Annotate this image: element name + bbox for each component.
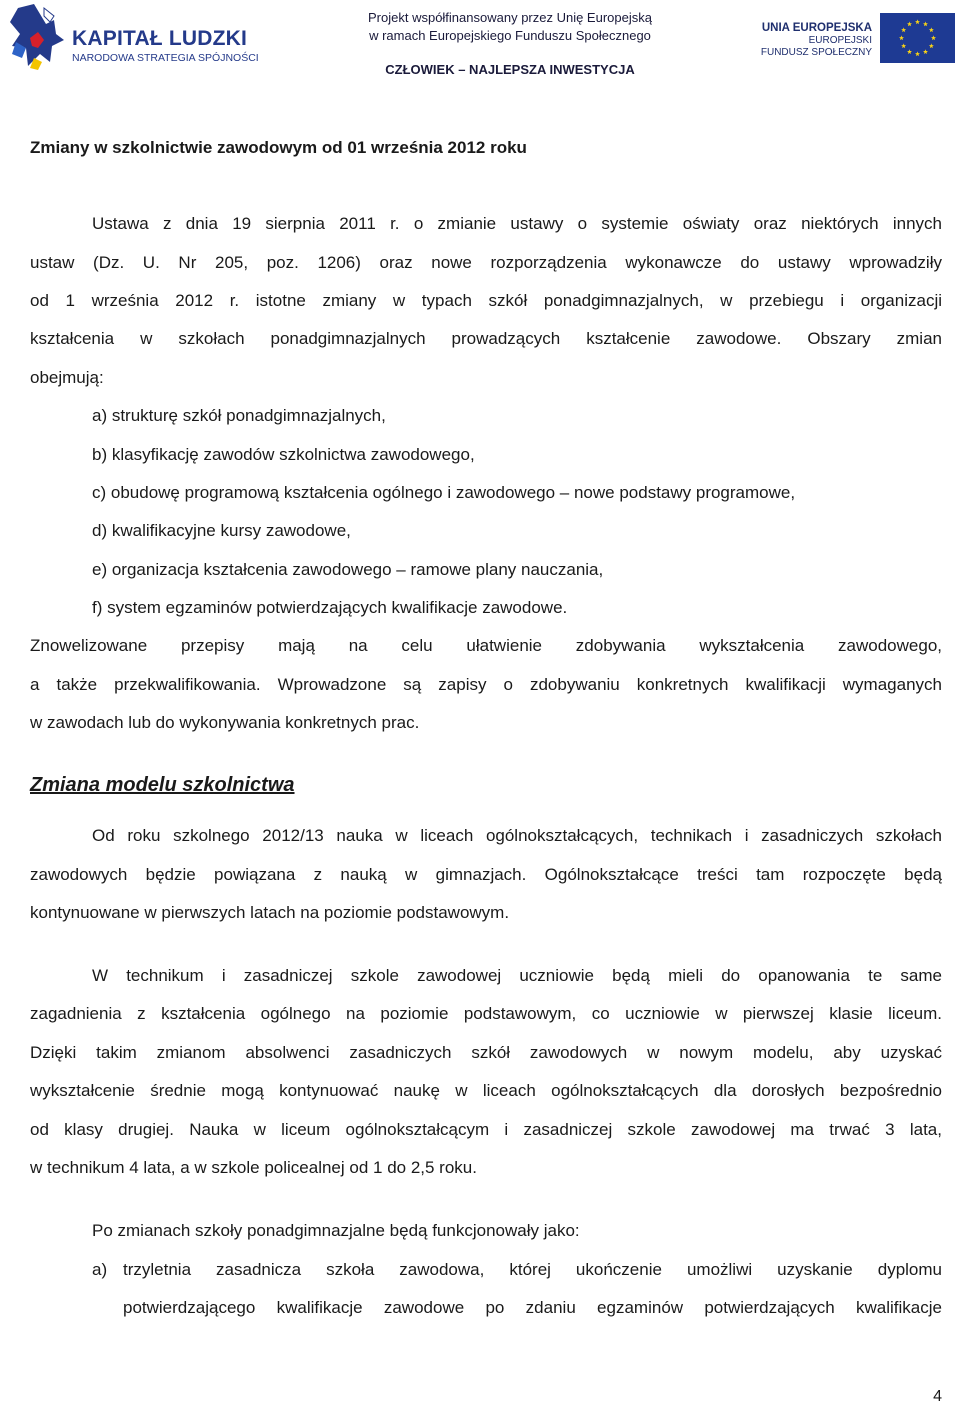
project-line-1: Projekt współfinansowany przez Unię Europejską (368, 10, 652, 25)
intro-line-3: od 1 września 2012 r. istotne zmiany w typach szkół ponadgimnazjalnych, w przebiegu i organizacji (30, 291, 942, 310)
para2-line-3: Dzięki takim zmianom absolwenci zasadniczych szkół zawodowych w nowym modelu, aby uzyskać (30, 1043, 942, 1062)
para1-line-3: kontynuowane w pierwszych latach na poziomie podstawowym. (30, 903, 510, 922)
area-item-d: d) kwalifikacyjne kursy zawodowe, (92, 521, 351, 540)
para3-intro: Po zmianach szkoły ponadgimnazjalne będą funkcjonowały jako: (92, 1221, 580, 1240)
page-header (0, 0, 960, 90)
area-item-b: b) klasyfikację zawodów szkolnictwa zawodowego, (92, 445, 475, 464)
logo-title: KAPITAŁ LUDZKI (72, 27, 248, 50)
page-number: 4 (933, 1388, 942, 1405)
area-item-e: e) organizacja kształcenia zawodowego – ramowe plany nauczania, (92, 560, 604, 579)
eu-line-1: UNIA EUROPEJSKA (761, 22, 872, 34)
eu-line-2: EUROPEJSKI (808, 34, 872, 46)
intro-line-5: obejmują: (30, 368, 104, 387)
school-type-a-line-2: potwierdzającego kwalifikacje zawodowe po zdaniu egzaminów potwierdzających kwalifikacje (123, 1298, 942, 1317)
eu-text (761, 22, 872, 60)
list-marker-a: a) (92, 1260, 108, 1279)
summary-line-2: a także przekwalifikowania. Wprowadzone są zapisy o zdobywaniu konkretnych kwalifikacji wymaganych (30, 675, 942, 694)
project-line-2: w ramach Europejskiego Funduszu Społecznego (369, 28, 651, 43)
para1-line-1: Od roku szkolnego 2012/13 nauka w liceach ogólnokształcących, technikach i zasadniczych szkołach (92, 826, 942, 845)
school-type-a-line-1: trzyletnia zasadnicza szkoła zawodowa, której ukończenie umożliwi uzyskanie dyplomu (123, 1260, 942, 1279)
summary-line-1: Znowelizowane przepisy mają na celu ułatwienie zdobywania wykształcenia zawodowego, (30, 636, 942, 655)
eu-flag-icon (880, 13, 955, 63)
eu-line-3: FUNDUSZ SPOŁECZNY (760, 47, 872, 58)
area-item-f: f) system egzaminów potwierdzających kwalifikacje zawodowe. (92, 598, 568, 617)
area-item-c: c) obudowę programową kształcenia ogólnego i zawodowego – nowe podstawy programowe, (92, 483, 796, 502)
logo-subtitle: NARODOWA STRATEGIA SPÓJNOŚCI (72, 52, 259, 64)
para1-line-2: zawodowych będzie powiązana z nauką w gimnazjach. Ogólnokształcące treści tam rozpoczęte będą (30, 865, 942, 884)
para2-line-2: zagadnienia z kształcenia ogólnego na poziomie podstawowym, co uczniowie w pierwszej klasie liceum. (30, 1004, 942, 1023)
para2-line-1: W technikum i zasadniczej szkole zawodowej uczniowie będą mieli do opanowania te same (92, 966, 942, 985)
intro-line-1: Ustawa z dnia 19 sierpnia 2011 r. o zmianie ustawy o systemie oświaty oraz niektórych innych (92, 214, 942, 233)
section-title: Zmiana modelu szkolnictwa (30, 774, 295, 796)
para2-line-6: w technikum 4 lata, a w szkole policealnej od 1 do 2,5 roku. (30, 1158, 477, 1177)
summary-line-3: w zawodach lub do wykonywania konkretnych prac. (30, 713, 420, 732)
intro-line-4: kształcenia w szkołach ponadgimnazjalnych prowadzących kształcenie zawodowe. Obszary zmian (30, 329, 942, 348)
document-title: Zmiany w szkolnictwie zawodowym od 01 września 2012 roku (30, 138, 527, 157)
area-item-a: a) strukturę szkół ponadgimnazjalnych, (92, 406, 386, 425)
slogan: CZŁOWIEK – NAJLEPSZA INWESTYCJA (385, 62, 635, 77)
para2-line-5: od klasy drugiej. Nauka w liceum ogólnokształcącym i zasadniczej szkole zawodowej ma trwać 3 lata, (30, 1120, 942, 1139)
intro-line-2: ustaw (Dz. U. Nr 205, poz. 1206) oraz nowe rozporządzenia wykonawcze do ustawy wprowadziły (30, 253, 942, 272)
para2-line-4: wykształcenie średnie mogą kontynuować naukę w liceach ogólnokształcących dla dorosłych bezpośrednio (30, 1081, 942, 1100)
